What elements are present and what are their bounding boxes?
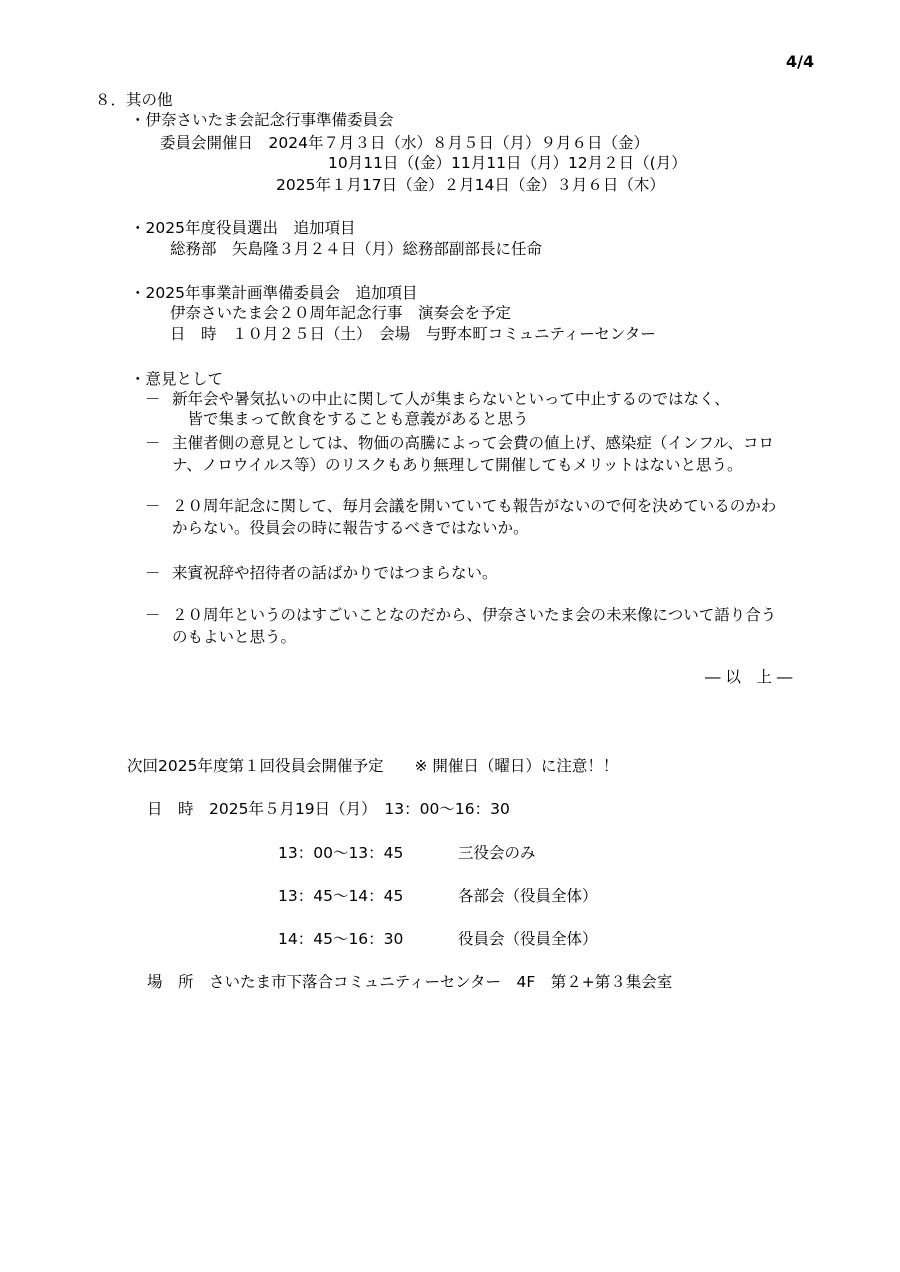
opinion-line: ２０周年というのはすごいことなのだから、伊奈さいたま会の未来像について語り合う	[172, 606, 777, 624]
next-meeting-datetime: 日 時 2025年５月19日（月） 13：00～16：30	[147, 800, 510, 818]
schedule-label: 各部会（役員全体）	[458, 887, 598, 905]
next-meeting-heading: 次回2025年度第１回役員会開催予定 ※ 開催日（曜日）に注意！！	[127, 757, 619, 775]
dash-bullet: －	[145, 564, 161, 582]
opinions-title: ・意見として	[130, 370, 224, 388]
closing-mark: ― 以 上 ―	[705, 668, 793, 686]
opinion-line: 新年会や暑気払いの中止に関して人が集まらないといって中止するのではなく、	[172, 390, 730, 408]
dash-bullet: －	[145, 390, 161, 408]
item-line: 2025年１月17日（金）２月14日（金）３月６日（木）	[276, 176, 665, 194]
dash-bullet: －	[145, 606, 161, 624]
dash-bullet: －	[145, 497, 161, 515]
item-line: 総務部 矢島隆３月２４日（月）総務部副部長に任命	[170, 240, 543, 258]
section-heading: ８．其の他	[95, 91, 173, 109]
item-line: 委員会開催日 2024年７月３日（水）８月５日（月）９月６日（金）	[160, 134, 649, 152]
opinion-line: 皆で集まって飲食をすることも意義があると思う	[172, 410, 529, 428]
schedule-time: 13：00～13：45	[278, 844, 404, 862]
opinion-line: ナ、ノロウイルス等）のリスクもあり無理して開催してもメリットはないと思う。	[172, 456, 743, 474]
opinion-line: ２０周年記念に関して、毎月会議を開いていても報告がないので何を決めているのかわ	[172, 497, 777, 515]
opinion-line: 来賓祝辞や招待者の話ばかりではつまらない。	[172, 564, 498, 582]
page-number: 4/4	[786, 52, 815, 71]
schedule-label: 役員会（役員全体）	[458, 930, 598, 948]
next-meeting-place: 場 所 さいたま市下落合コミュニティーセンター 4F 第２+第３集会室	[147, 973, 673, 991]
item-title: ・伊奈さいたま会記念行事準備委員会	[130, 111, 394, 129]
opinion-line: 主催者側の意見としては、物価の高騰によって会費の値上げ、感染症（インフル、コロ	[172, 434, 775, 452]
schedule-time: 14：45～16：30	[278, 930, 404, 948]
schedule-label: 三役会のみ	[458, 844, 536, 862]
item-line: 伊奈さいたま会２０周年記念行事 演奏会を予定	[170, 304, 512, 322]
dash-bullet: －	[145, 434, 161, 452]
opinion-line: のもよいと思う。	[172, 628, 297, 646]
item-line: 10月11日（(金）11月11日（月）12月２日（(月）	[328, 154, 687, 172]
item-line: 日 時 １０月２５日（土） 会場 与野本町コミュニティーセンター	[170, 325, 656, 343]
item-title: ・2025年度役員選出 追加項目	[130, 219, 356, 237]
opinion-line: からない。役員会の時に報告するべきではないか。	[172, 519, 529, 537]
item-title: ・2025年事業計画準備委員会 追加項目	[130, 284, 418, 302]
schedule-time: 13：45～14：45	[278, 887, 404, 905]
